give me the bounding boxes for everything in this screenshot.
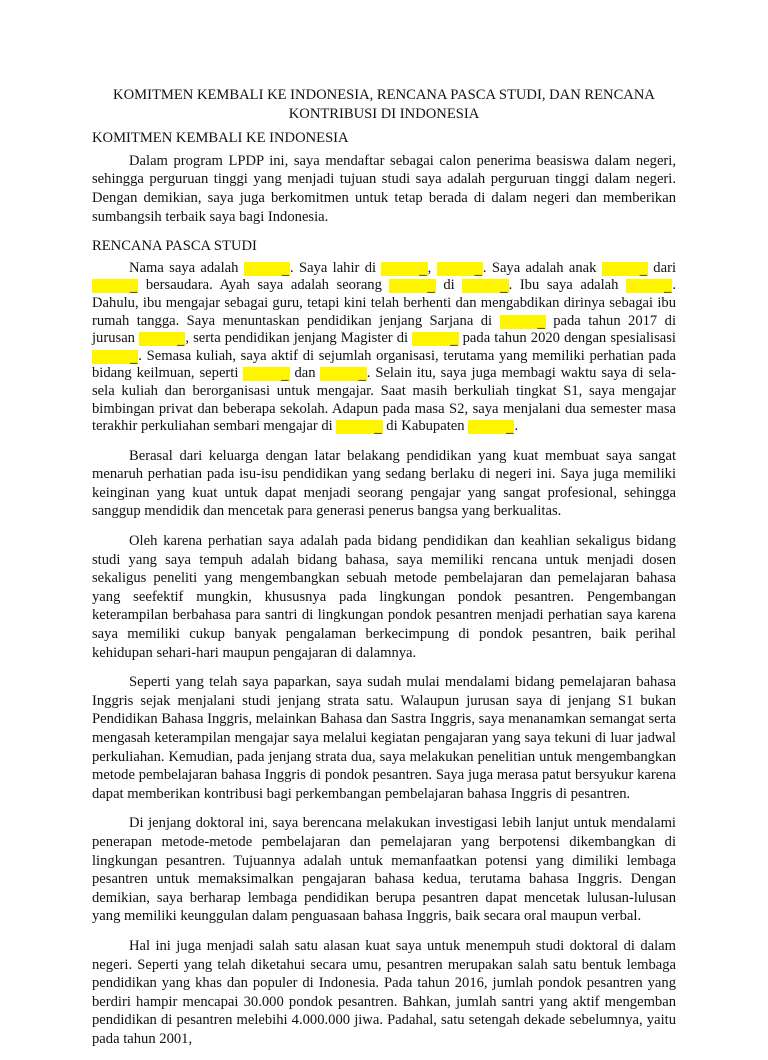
- fill-in-blank: _: [320, 367, 366, 381]
- biography-text: di Kabupaten: [382, 418, 469, 435]
- fill-in-blank: _: [381, 262, 427, 276]
- commitment-paragraph: Dalam program LPDP ini, saya mendaftar sebagai calon penerima beasiswa dalam negeri, sehingga perguruan tinggi yang menjadi tujuan studi saya adalah perguruan tinggi dalam negeri. Dengan demikian, saya juga berkomitmen untuk tetap berada di dalam negeri dan memberikan sumbangsih terbaik saya bagi Indonesia.: [92, 152, 676, 225]
- body-paragraph: Di jenjang doktoral ini, saya berencana melakukan investigasi lebih lanjut untuk mendalami penerapan metode-metode pembelajaran dan pemelajaran yang berpotensi dikembangkan di lingkungan pesantren. Tujuannya adalah untuk memanfaatkan potensi yang dimiliki lembaga pesantren untuk memaksimalkan pengajaran bahasa kedua, terutama bahasa Inggris. Dengan demikian, saya berharap lembaga pendidikan berupa pesantren dapat mencetak lulusan-lulusan yang memiliki keunggulan dalam penguasaan bahasa Inggris, baik secara oral maupun verbal.: [92, 815, 676, 925]
- biography-text: dan: [289, 365, 321, 382]
- biography-text: , serta pendidikan jenjang Magister di: [185, 330, 413, 347]
- biography-text: ,: [427, 259, 437, 276]
- fill-in-blank: _: [389, 279, 435, 293]
- biography-text: . Ibu saya adalah: [508, 277, 627, 294]
- body-paragraph: Oleh karena perhatian saya adalah pada bidang pendidikan dan keahlian sekaligus bidang studi yang saya tempuh adalah bidang bahasa, saya memiliki rencana untuk menjadi dosen sekaligus peneliti yang mengembangkan sebuah metode pembelajaran dan pemelajaran bahasa yang seefektif mungkin, khususnya pada lingkungan pondok pesantren. Pengembangan keterampilan berbahasa para santri di lingkungan pondok pesantren menjadi perhatian saya karena saya memiliki cukup banyak pengalaman berkecimpung di pondok pesantren, baik perihal kehidupan sehari-hari maupun pengajaran di dalamnya.: [92, 533, 676, 661]
- section-heading-post-study-plan: RENCANA PASCA STUDI: [92, 238, 257, 255]
- biography-text: pada tahun 2017 di jurusan: [92, 312, 676, 347]
- biography-text: pada tahun 2020 dengan spesialisasi: [458, 330, 676, 347]
- fill-in-blank: _: [243, 367, 289, 381]
- fill-in-blank: _: [92, 350, 138, 364]
- fill-in-blank: _: [412, 332, 458, 346]
- fill-in-blank: _: [602, 262, 648, 276]
- biography-text: bersaudara. Ayah saya adalah seorang: [138, 277, 390, 294]
- fill-in-blank: _: [462, 279, 508, 293]
- fill-in-blank: _: [500, 315, 546, 329]
- fill-in-blank: _: [139, 332, 185, 346]
- biography-text: . Semasa kuliah, saya aktif di sejumlah organisasi, terutama yang memiliki perhatian pada bidang keilmuan, seperti: [92, 347, 676, 382]
- fill-in-blank: _: [468, 420, 514, 434]
- fill-in-blank: _: [437, 262, 483, 276]
- document-page: [92, 86, 676, 1060]
- biography-text: .: [514, 418, 519, 435]
- body-paragraph: Seperti yang telah saya paparkan, saya sudah mulai mendalami bidang pemelajaran bahasa Inggris sejak menjalani studi jenjang strata satu. Walaupun jurusan saya di jenjang S1 bukan Pendidikan Bahasa Inggris, melainkan Bahasa dan Sastra Inggris, saya menanamkan semangat serta mengasah keterampilan mengajar saya melalui kegiatan pengajaran yang saya tekuni di luar jadwal perkuliahan. Kemudian, pada jenjang strata dua, saya melakukan penelitian untuk mengembangkan metode pembelajaran bahasa Inggris di pondok pesantren. Saya juga merasa patut bersyukur karena dapat memberikan kontribusi bagi perkembangan pembelajaran bahasa Inggris di pesantren.: [92, 674, 676, 802]
- fill-in-blank: _: [92, 279, 138, 293]
- body-paragraph: Berasal dari keluarga dengan latar belakang pendidikan yang kuat membuat saya sangat menaruh perhatian pada isu-isu pendidikan yang sedang berlaku di negeri ini. Saya juga memiliki keinginan yang kuat untuk dapat menjadi seorang pengajar yang sangat profesional, sehingga sanggup mendidik dan mencetak para generasi penerus bangsa yang berkualitas.: [92, 447, 676, 520]
- fill-in-blank: _: [336, 420, 382, 434]
- biography-text: . Saya adalah anak: [482, 259, 602, 276]
- biography-text: . Saya lahir di: [290, 259, 382, 276]
- biography-paragraph: [92, 260, 676, 436]
- body-paragraph: Hal ini juga menjadi salah satu alasan kuat saya untuk menempuh studi doktoral di dalam negeri. Seperti yang telah diketahui secara umu, pesantren merupakan salah satu bentuk lembaga pendidikan yang khas dan populer di Indonesia. Pada tahun 2016, jumlah pondok pesantren yang berdiri hampir mencapai 30.000 pondok pesantren. Bahkan, jumlah santri yang aktif mengemban pendidikan di pesantren melebihi 4.000.000 jiwa. Padahal, satu setengah dekade sebelumnya, yaitu pada tahun 2001,: [92, 937, 676, 1047]
- biography-text: Nama saya adalah: [129, 259, 244, 276]
- biography-text: dari: [648, 259, 676, 276]
- biography-text: di: [435, 277, 463, 294]
- fill-in-blank: _: [626, 279, 672, 293]
- biography-text: . Dahulu, ibu mengajar sebagai guru, tetapi kini telah berhenti dan mengabdikan dirinya sebagai ibu rumah tangga. Saya menuntaskan pendidikan jenjang Sarjana di: [92, 277, 676, 329]
- biography-text: . Selain itu, saya juga membagi waktu saya di sela-sela kuliah dan berorganisasi untuk mengajar. Saat masih berkuliah tingkat S1, saya mengajar bimbingan privat dan beberapa sekolah. Adapun pada masa S2, saya menjalani dua semester masa terakhir perkuliahan sembari mengajar di: [92, 365, 676, 435]
- fill-in-blank: _: [244, 262, 290, 276]
- document-title: KOMITMEN KEMBALI KE INDONESIA, RENCANA PASCA STUDI, DAN RENCANA KONTRIBUSI DI INDONESIA: [113, 87, 655, 122]
- section-heading-commitment: KOMITMEN KEMBALI KE INDONESIA: [92, 130, 349, 147]
